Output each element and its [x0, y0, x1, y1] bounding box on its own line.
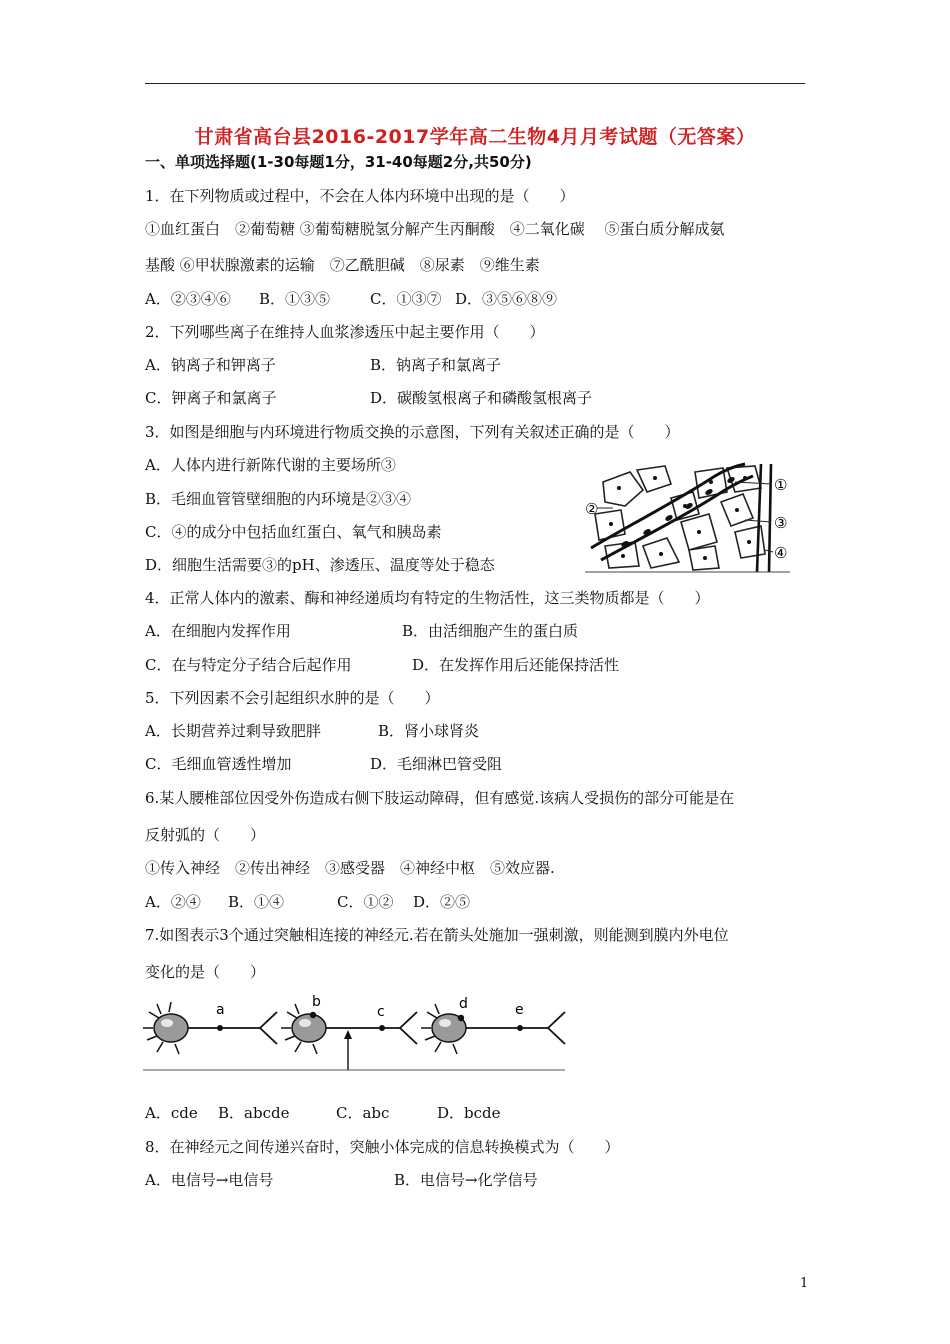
q7-label-c: c	[377, 1004, 385, 1020]
q1-option-b: B．①③⑤	[259, 290, 331, 308]
q1-stem: 1．在下列物质或过程中，不会在人体内环境中出现的是（ ）	[145, 187, 575, 205]
q1-items-line2: 基酸 ⑥甲状腺激素的运输 ⑦乙酰胆碱 ⑧尿素 ⑨维生素	[145, 256, 540, 274]
q2-stem: 2．下列哪些离子在维持人血浆渗透压中起主要作用（ ）	[145, 323, 545, 341]
q8-option-a: A．电信号→电信号	[145, 1171, 274, 1189]
q7-label-b: b	[312, 994, 321, 1010]
q8-stem: 8．在神经元之间传递兴奋时，突触小体完成的信息转换模式为（ ）	[145, 1138, 620, 1156]
q1-option-a: A．②③④⑥	[145, 290, 231, 308]
q1-items-line1: ①血红蛋白 ②葡萄糖 ③葡萄糖脱氢分解产生丙酮酸 ④二氧化碳 ⑤蛋白质分解成氨	[145, 220, 725, 238]
q5-option-b: B．肾小球肾炎	[378, 722, 480, 740]
page-number: 1	[800, 1276, 809, 1291]
q7-option-a: A．cde	[145, 1104, 198, 1122]
q4-option-d: D．在发挥作用后还能保持活性	[412, 656, 620, 674]
exam-title: 甘肃省高台县2016-2017学年高二生物4月月考试题（无答案）	[194, 126, 756, 148]
q6-stem-line1: 6.某人腰椎部位因受外伤造成右侧下肢运动障碍，但有感觉.该病人受损伤的部分可能是在	[145, 789, 735, 807]
q3-label-4: ④	[774, 544, 788, 562]
q4-option-a: A．在细胞内发挥作用	[145, 622, 291, 640]
q3-stem: 3．如图是细胞与内环境进行物质交换的示意图，下列有关叙述正确的是（ ）	[145, 423, 680, 441]
q3-label-1: ①	[774, 476, 788, 494]
q7-stem-line1: 7.如图表示3个通过突触相连接的神经元.若在箭头处施加一强刺激，则能测到膜内外电位	[145, 926, 729, 944]
q3-option-d: D．细胞生活需要③的pH、渗透压、温度等处于稳态	[145, 556, 495, 574]
header-rule	[145, 83, 805, 84]
q1-option-c: C．①③⑦	[370, 290, 442, 308]
section-heading: 一、单项选择题(1-30每题1分，31-40每题2分,共50分)	[145, 153, 532, 171]
q7-option-d: D．bcde	[437, 1104, 501, 1122]
q5-stem: 5．下列因素不会引起组织水肿的是（ ）	[145, 689, 440, 707]
q2-option-b: B．钠离子和氯离子	[370, 356, 502, 374]
q7-neuron-diagram	[143, 992, 568, 1072]
q3-option-a: A．人体内进行新陈代谢的主要场所③	[145, 456, 396, 474]
q7-label-d: d	[459, 996, 468, 1012]
q6-items: ①传入神经 ②传出神经 ③感受器 ④神经中枢 ⑤效应器.	[145, 859, 555, 877]
q4-option-b: B．由活细胞产生的蛋白质	[402, 622, 579, 640]
q5-option-c: C．毛细血管透性增加	[145, 755, 292, 773]
q2-option-c: C．钾离子和氯离子	[145, 389, 277, 407]
q6-stem-line2: 反射弧的（ ）	[145, 826, 266, 844]
q3-label-3: ③	[774, 514, 788, 532]
q7-option-c: C．abc	[336, 1104, 390, 1122]
q4-option-c: C．在与特定分子结合后起作用	[145, 656, 352, 674]
q6-option-b: B．①④	[228, 893, 285, 911]
q5-option-a: A．长期营养过剩导致肥胖	[145, 722, 321, 740]
q4-stem: 4．正常人体内的激素、酶和神经递质均有特定的生物活性，这三类物质都是（ ）	[145, 589, 710, 607]
q7-label-a: a	[216, 1002, 225, 1018]
q3-label-2: ②	[585, 500, 599, 518]
q6-option-d: D．②⑤	[413, 893, 471, 911]
q3-option-b: B．毛细血管管壁细胞的内环境是②③④	[145, 490, 412, 508]
q7-option-b: B．abcde	[218, 1104, 290, 1122]
q6-option-c: C．①②	[337, 893, 394, 911]
q2-option-d: D．碳酸氢根离子和磷酸氢根离子	[370, 389, 593, 407]
q7-label-e: e	[515, 1002, 524, 1018]
q3-tissue-diagram	[585, 462, 800, 574]
q5-option-d: D．毛细淋巴管受阻	[370, 755, 503, 773]
q8-option-b: B．电信号→化学信号	[394, 1171, 538, 1189]
q3-option-c: C．④的成分中包括血红蛋白、氧气和胰岛素	[145, 523, 442, 541]
q2-option-a: A．钠离子和钾离子	[145, 356, 276, 374]
q6-option-a: A．②④	[145, 893, 201, 911]
q1-option-d: D．③⑤⑥⑧⑨	[455, 290, 558, 308]
q7-stem-line2: 变化的是（ ）	[145, 963, 266, 981]
